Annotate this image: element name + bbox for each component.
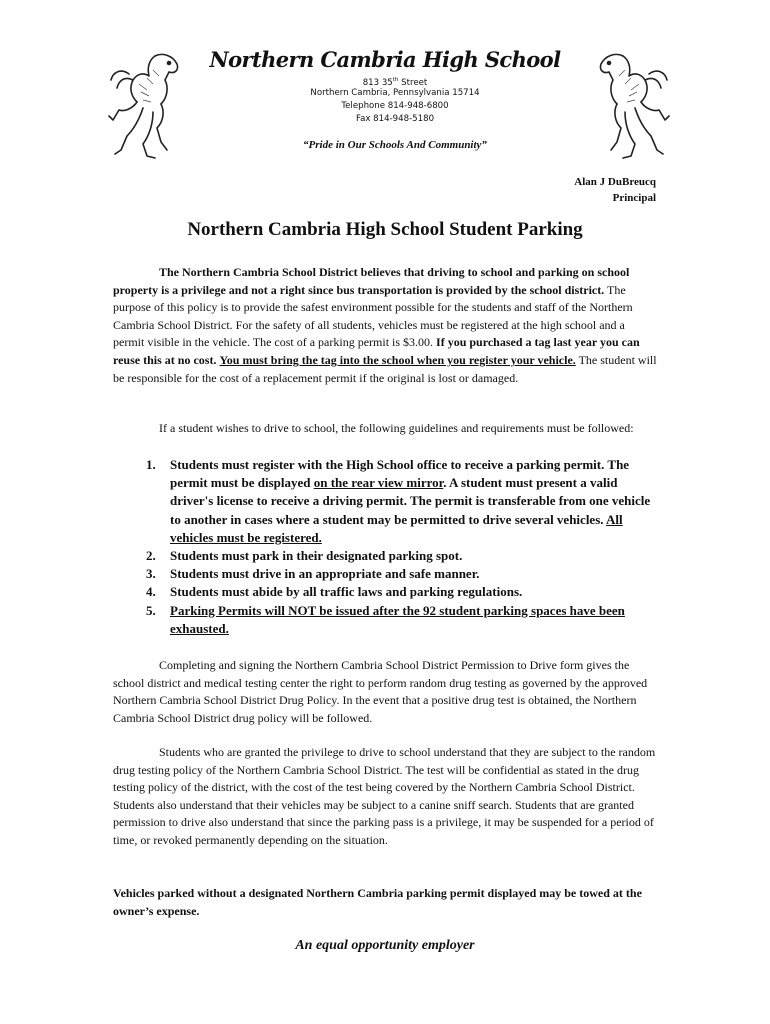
list-number: 3. xyxy=(146,566,156,582)
rule-1-registered: All vehicles must be registered. xyxy=(170,511,623,545)
intro-text-end: The student will be responsible for the cost of a replacement permit if the original is lost or damaged. xyxy=(113,352,657,385)
address-line-2: Northern Cambria, Pennsylvania 15714 xyxy=(310,88,480,98)
list-item xyxy=(146,583,656,601)
page-title: Northern Cambria High School Student Parking xyxy=(187,219,583,240)
footer-eoe: An equal opportunity employer xyxy=(295,938,475,953)
rule-2-text: Students must park in their designated parking spot. xyxy=(170,548,463,564)
intro-bring-tag: You must bring the tag into the school when you register your vehicle. xyxy=(219,352,576,367)
list-item xyxy=(146,456,656,547)
paragraph-drug-testing xyxy=(113,657,659,727)
address-number: 813 35 xyxy=(362,77,393,88)
rule-4-text: Students must abide by all traffic laws and parking regulations. xyxy=(170,584,523,600)
guidelines-text: If a student wishes to drive to school, the following guidelines and requirements must be followed: xyxy=(159,421,634,435)
drug-testing-text: Completing and signing the Northern Cambria School District Permission to Drive form gives the school district and medical testing center the right to perform random drug testing as governed by the approved Northern Cambria School District Drug Policy. In the event that a positive drug test is obtained, the Northern Cambria School District drug policy will be followed. xyxy=(113,658,648,725)
list-number: 2. xyxy=(146,548,156,564)
school-name: Northern Cambria High School xyxy=(209,47,561,72)
address-suffix: th xyxy=(392,77,399,83)
paragraph-guidelines xyxy=(113,420,659,438)
intro-bold: The Northern Cambria School District believes that driving to school and parking on school property is a privilege and not a right since bus transportation is provided by the school district. xyxy=(113,265,630,297)
rule-1-text-2: . A student must present a valid driver's license to receive a driving permit. The permit is transferable from one vehicle to another in cases where a student may be permitted to drive several vehicles. xyxy=(170,475,651,527)
list-item xyxy=(146,547,656,565)
privilege-text: Students who are granted the privilege to drive to school understand that they are subject to the random drug testing policy of the Northern Cambria School District. The test will be confidential as stated in the drug testing policy of the district, with the cost of the test being covered by the Northern Cambria School District. Students also understand that their vehicles may be subject to a canine sniff search. Students that are granted permission to drive also understand that since the parking pass is a privilege, it may be suspended for a period of time, or revoked permanently depending on the situation. xyxy=(113,745,656,847)
intro-text: The purpose of this policy is to provide the safest environment possible for the students and staff of the Northern Cambria School District. For the safety of all students, vehicles must be registered at the high school and a permit visible in the vehicle. The cost of a parking permit is $3.00. xyxy=(113,282,633,350)
principal-name: Alan J DuBreucq xyxy=(574,176,656,188)
address-street: Street xyxy=(398,77,428,88)
principal-block xyxy=(574,174,656,206)
telephone: Telephone 814-948-6800 xyxy=(341,101,449,111)
motto: “Pride in Our Schools And Community” xyxy=(303,139,487,151)
list-item xyxy=(146,565,656,583)
rule-1-mirror: on the rear view mirror xyxy=(313,475,444,491)
rule-3-text: Students must drive in an appropriate and safe manner. xyxy=(170,566,480,582)
rules-list xyxy=(146,456,656,638)
paragraph-intro xyxy=(113,264,659,387)
list-item xyxy=(146,602,656,638)
paragraph-privilege xyxy=(113,744,659,850)
intro-reuse-note: If you purchased a tag last year you can reuse this at no cost. xyxy=(113,335,640,367)
towing-notice: Vehicles parked without a designated Northern Cambria parking permit displayed may be towed at the owner’s expense. xyxy=(113,886,642,918)
list-number: 1. xyxy=(146,457,156,472)
list-number: 4. xyxy=(146,584,156,600)
list-number: 5. xyxy=(146,602,156,618)
rule-5-text: Parking Permits will NOT be issued after the 92 student parking spaces have been exhausted. xyxy=(170,602,625,636)
principal-title: Principal xyxy=(612,192,656,204)
fax: Fax 814-948-5180 xyxy=(355,114,435,124)
rule-1-text: Students must register with the High School office to receive a parking permit. The permit must be displayed xyxy=(170,457,630,491)
